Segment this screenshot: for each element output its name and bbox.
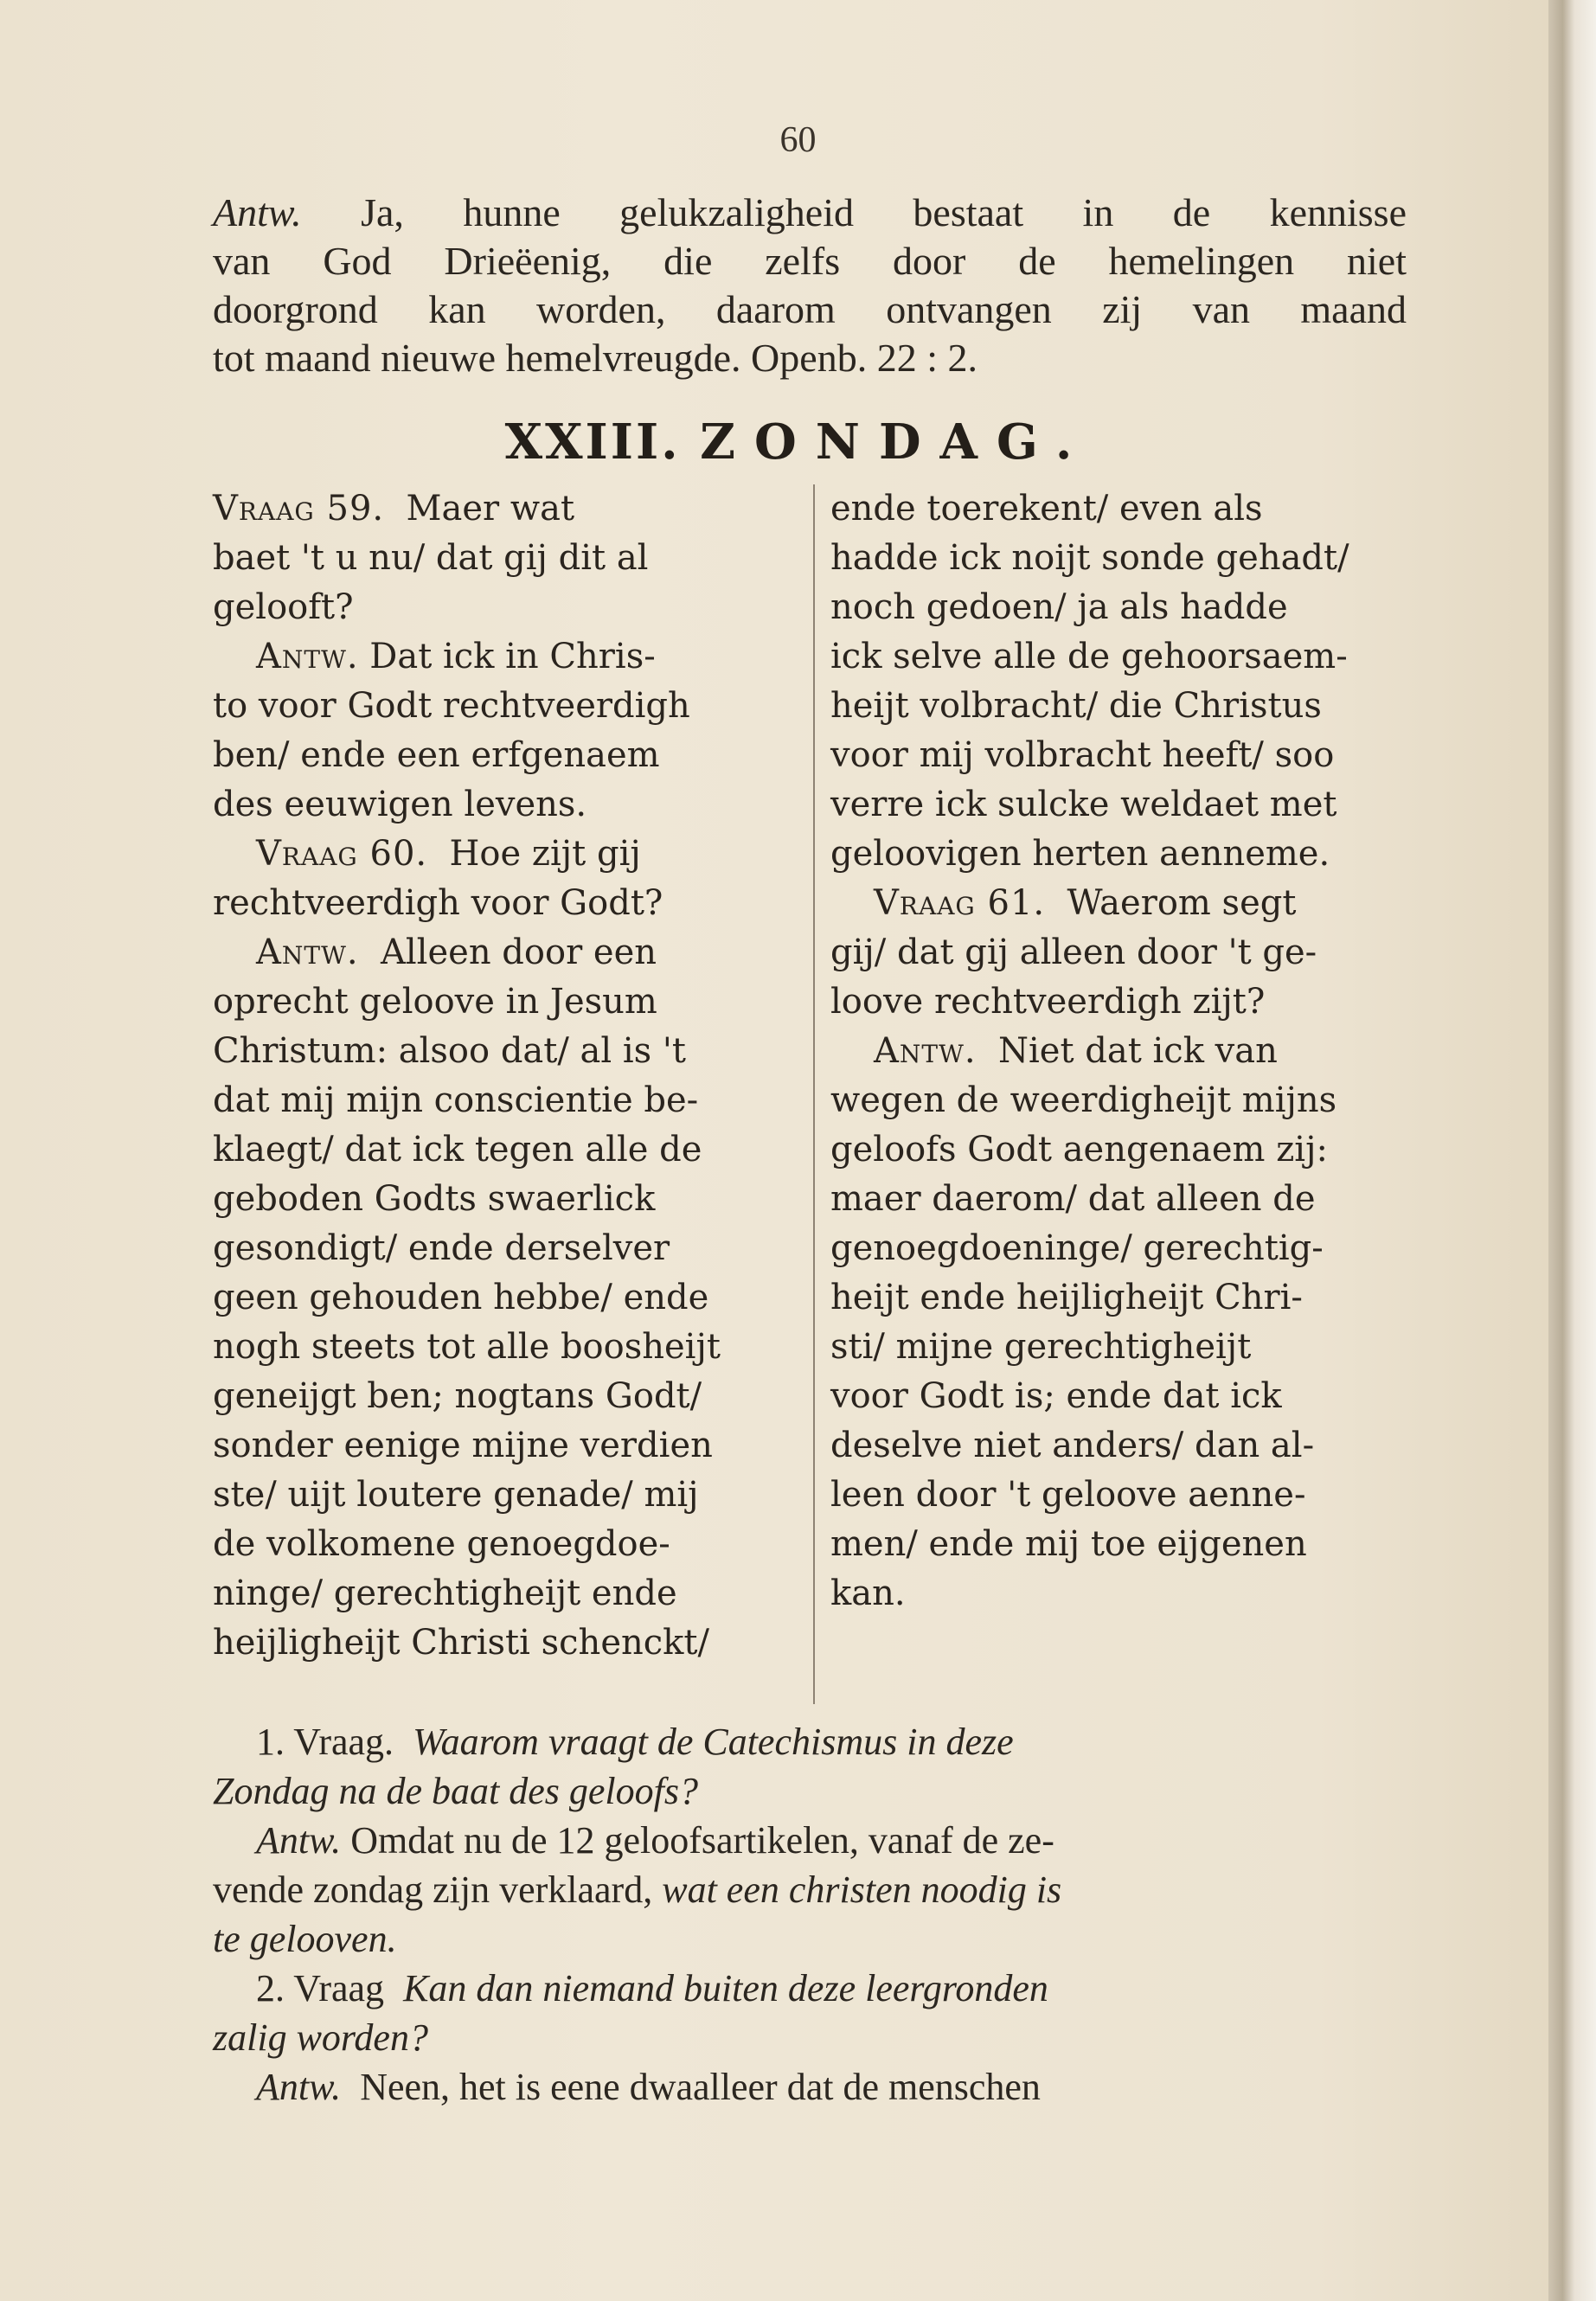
heading-word: ZONDAG.	[700, 413, 1092, 471]
text-line: leen door 't geloove aenne-	[830, 1475, 1306, 1515]
a61-first-line: Antw. Niet dat ick van	[874, 1031, 1278, 1071]
intro-line-2: van God Drieëenig, die zelfs door de hemelingen niet	[213, 239, 1407, 283]
page-edge	[1548, 0, 1596, 2301]
text-line: verre ick sulcke weldaet met	[830, 785, 1337, 824]
note-q2-line1: 2. Vraag Kan dan niemand buiten deze leergronden	[256, 1967, 1048, 2009]
text-line: loove rechtveerdigh zijt?	[830, 982, 1266, 1022]
text-line: genoegdoeninge/ gerechtig-	[830, 1228, 1324, 1268]
text-line: gesondigt/ ende derselver	[213, 1228, 670, 1268]
text-line: dat mij mijn conscientie be-	[213, 1080, 699, 1120]
notes-section	[213, 1717, 1407, 2112]
text-line: heijligheijt Christi schenckt/	[213, 1623, 709, 1663]
q61-label: Vraag 61.	[874, 883, 1046, 923]
note-a1-line1: Antw. Omdat nu de 12 geloofsartikelen, vanaf de ze-	[256, 1819, 1054, 1862]
text-line: gelooft?	[213, 587, 354, 627]
column-divider	[813, 484, 815, 1704]
text-line: voor Godt is; ende dat ick	[830, 1376, 1282, 1416]
text-line: klaegt/ dat ick tegen alle de	[213, 1130, 702, 1170]
text-line: noch gedoen/ ja als hadde	[830, 587, 1288, 627]
text-line: geneijgt ben; nogtans Godt/	[213, 1376, 702, 1416]
text-line: oprecht geloove in Jesum	[213, 982, 657, 1022]
text-line: ste/ uijt loutere genade/ mij	[213, 1475, 699, 1515]
text-line: men/ ende mij toe eijgenen	[830, 1524, 1307, 1564]
text-line: des eeuwigen levens.	[213, 785, 587, 824]
text-line: geloofs Godt aengenaem zij:	[830, 1130, 1328, 1170]
heading-numeral: XXIII.	[504, 413, 681, 471]
left-column	[213, 484, 810, 1668]
text-line: geboden Godts swaerlick	[213, 1179, 656, 1219]
note-a1-line3: te gelooven.	[213, 1918, 397, 1960]
text-line: rechtveerdigh voor Godt?	[213, 883, 663, 923]
q59-label: Vraag 59.	[213, 489, 385, 529]
a60-label: Antw.	[256, 933, 359, 972]
text-line: de volkomene genoegdoe-	[213, 1524, 670, 1564]
note-q1-line1: 1. Vraag. Waarom vraagt de Catechismus in deze	[256, 1721, 1014, 1763]
text-line: maer daerom/ dat alleen de	[830, 1179, 1316, 1219]
note-a1-line2: vende zondag zijn verklaard, wat een christen noodig is	[213, 1868, 1062, 1911]
a61-label: Antw.	[874, 1031, 977, 1071]
section-heading	[0, 413, 1596, 471]
text-line: ende toerekent/ even als	[830, 489, 1263, 529]
text-line: wegen de weerdigheijt mijns	[830, 1080, 1337, 1120]
right-column	[830, 484, 1410, 1618]
intro-answer	[213, 189, 1407, 382]
text-line: baet 't u nu/ dat gij dit al	[213, 538, 649, 578]
note-a2-line1: Antw. Neen, het is eene dwaalleer dat de menschen	[256, 2066, 1041, 2108]
text-line: sti/ mijne gerechtigheijt	[830, 1327, 1252, 1367]
text-line: ick selve alle de gehoorsaem-	[830, 637, 1348, 676]
q60-first-line: Vraag 60. Hoe zijt gij	[256, 834, 641, 874]
text-line: kan.	[830, 1574, 906, 1613]
intro-line-3: doorgrond kan worden, daarom ontvangen zij van maand	[213, 287, 1407, 331]
text-line: gij/ dat gij alleen door 't ge-	[830, 933, 1317, 972]
text-line: deselve niet anders/ dan al-	[830, 1426, 1315, 1465]
note-q2-line2: zalig worden?	[213, 2016, 428, 2059]
note-q1-line2: Zondag na de baat des geloofs?	[213, 1770, 698, 1812]
text-line: nogh steets tot alle boosheijt	[213, 1327, 721, 1367]
a59-label: Antw.	[256, 637, 359, 676]
text-line: hadde ick noijt sonde gehadt/	[830, 538, 1349, 578]
text-line: ninge/ gerechtigheijt ende	[213, 1574, 677, 1613]
intro-line-1: Antw. Ja, hunne gelukzaligheid bestaat in de kennisse	[213, 190, 1407, 234]
a60-first-line: Antw. Alleen door een	[256, 933, 657, 972]
text-line: heijt volbracht/ die Christus	[830, 686, 1322, 726]
text-line: geen gehouden hebbe/ ende	[213, 1278, 709, 1317]
answer-label: Antw.	[213, 190, 302, 234]
text-line: to voor Godt rechtveerdigh	[213, 686, 690, 726]
text-line: Christum: alsoo dat/ al is 't	[213, 1031, 686, 1071]
text-line: heijt ende heijligheijt Chri-	[830, 1278, 1303, 1317]
page-number: 60	[779, 120, 817, 160]
q61-first-line: Vraag 61. Waerom segt	[874, 883, 1297, 923]
a59-first-line: Antw. Dat ick in Chris-	[256, 637, 656, 676]
text-line: sonder eenige mijne verdien	[213, 1426, 713, 1465]
intro-line-4: tot maand nieuwe hemelvreugde. Openb. 22 : 2.	[213, 336, 977, 380]
q59-first-line: Vraag 59. Maer wat	[213, 489, 575, 529]
text-line: ben/ ende een erfgenaem	[213, 735, 660, 775]
q60-label: Vraag 60.	[256, 834, 428, 874]
text-line: geloovigen herten aenneme.	[830, 834, 1330, 874]
text-line: voor mij volbracht heeft/ soo	[830, 735, 1335, 775]
